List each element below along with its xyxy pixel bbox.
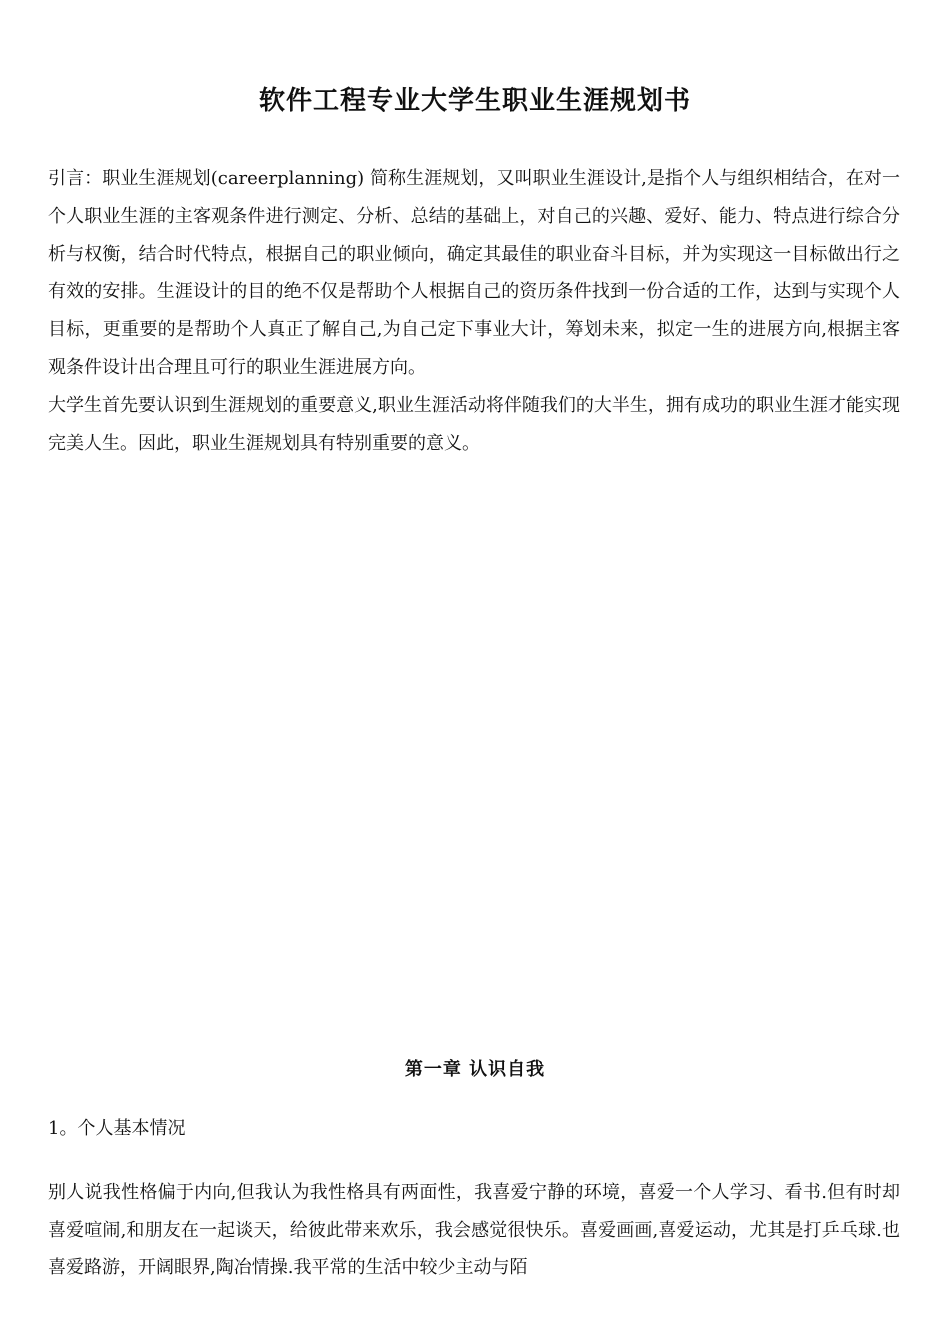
- document-title: 软件工程专业大学生职业生涯规划书: [258, 86, 691, 116]
- section-heading: 1。个人基本情况: [48, 1118, 186, 1139]
- intro-paragraph: 引言：职业生涯规划(careerplanning) 简称生涯规划，又叫职业生涯设计,是指个人与组织相结合，在对一个人职业生涯的主客观条件进行测定、分析、总结的基础上，对自己的兴趣、爱好、能力、特点进行综合分析与权衡，结合时代特点，根据自己的职业倾向，确定其最佳的职业奋斗目标，并为实现这一目标做出行之有效的安排。生涯设计的目的绝不仅是帮助个人根据自己的资历条件找到一份合适的工作，达到与实现个人目标，更重要的是帮助个人真正了解自己,为自己定下事业大计，筹划未来，拟定一生的进展方向,根据主客观条件设计出合理且可行的职业生涯进展方向。: [48, 168, 900, 378]
- chapter-title: 第一章 认识自我: [404, 1059, 546, 1080]
- section-body-paragraph: 别人说我性格偏于内向,但我认为我性格具有两面性，我喜爱宁静的环境，喜爱一个人学习、看书.但有时却喜爱喧闹,和朋友在一起谈天，给彼此带来欢乐，我会感觉很快乐。喜爱画画,喜爱运动，尤其是打乒乓球.也喜爱路游，开阔眼界,陶冶情操.我平常的生活中较少主动与陌: [48, 1182, 900, 1278]
- intro-paragraph: 大学生首先要认识到生涯规划的重要意义,职业生涯活动将伴随我们的大半生，拥有成功的职业生涯才能实现完美人生。因此，职业生涯规划具有特别重要的意义。: [48, 394, 900, 454]
- intro-section: [48, 160, 900, 462]
